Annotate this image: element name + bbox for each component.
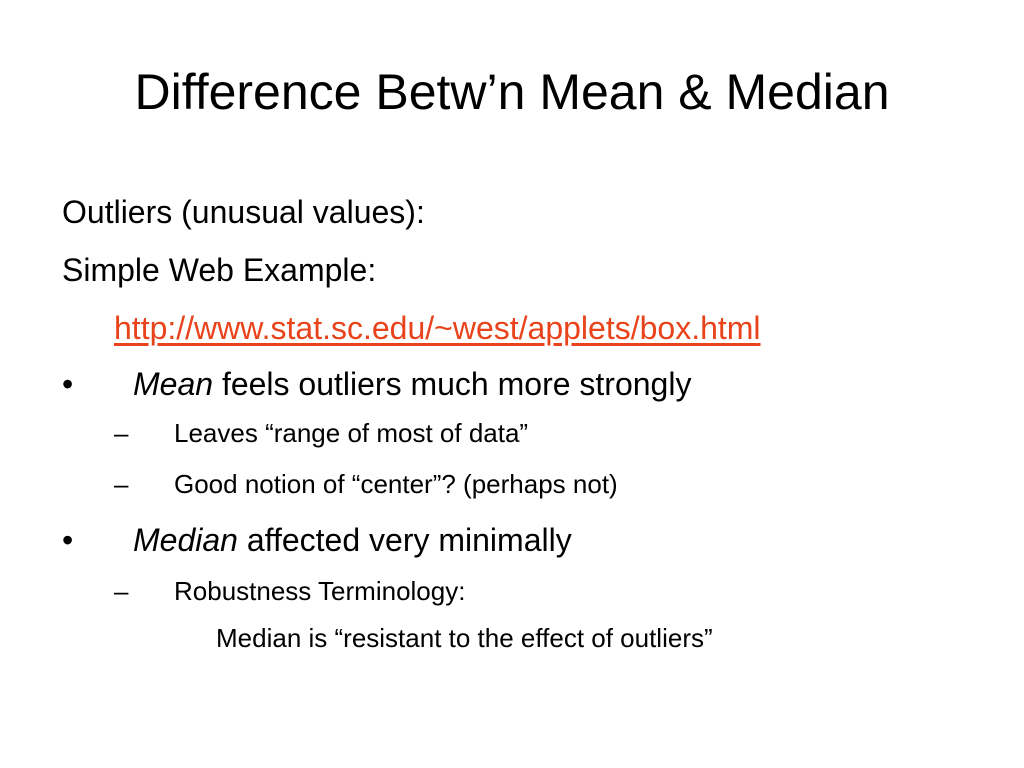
sub-bullet-mark: –	[114, 469, 129, 499]
bullet-emphasis: Median	[133, 522, 238, 558]
bullet-mark: •	[62, 366, 74, 402]
bullet-emphasis: Mean	[133, 366, 214, 402]
slide-title: Difference Betw’n Mean & Median	[134, 64, 890, 120]
sub-bullet-text: Good notion of “center”? (perhaps not)	[174, 469, 618, 499]
bullet-rest: feels outliers much more strongly	[213, 366, 692, 402]
bullet-text	[133, 520, 572, 560]
resistant-note: Median is “resistant to the effect of outliers”	[216, 623, 713, 653]
sub-bullet-text: Robustness Terminology:	[174, 576, 466, 606]
bullet-text	[133, 364, 691, 404]
sub-bullet-mark: –	[114, 576, 129, 606]
bullet-rest: affected very minimally	[237, 522, 572, 558]
bullet-mark: •	[62, 522, 74, 558]
intro-line-web-example: Simple Web Example:	[62, 252, 377, 288]
intro-line-outliers: Outliers (unusual values):	[62, 194, 425, 230]
sub-bullet-mark: –	[114, 418, 129, 448]
sub-bullet-text: Leaves “range of most of data”	[174, 418, 529, 448]
applet-link[interactable]: http://www.stat.sc.edu/~west/applets/box.html	[114, 310, 761, 346]
